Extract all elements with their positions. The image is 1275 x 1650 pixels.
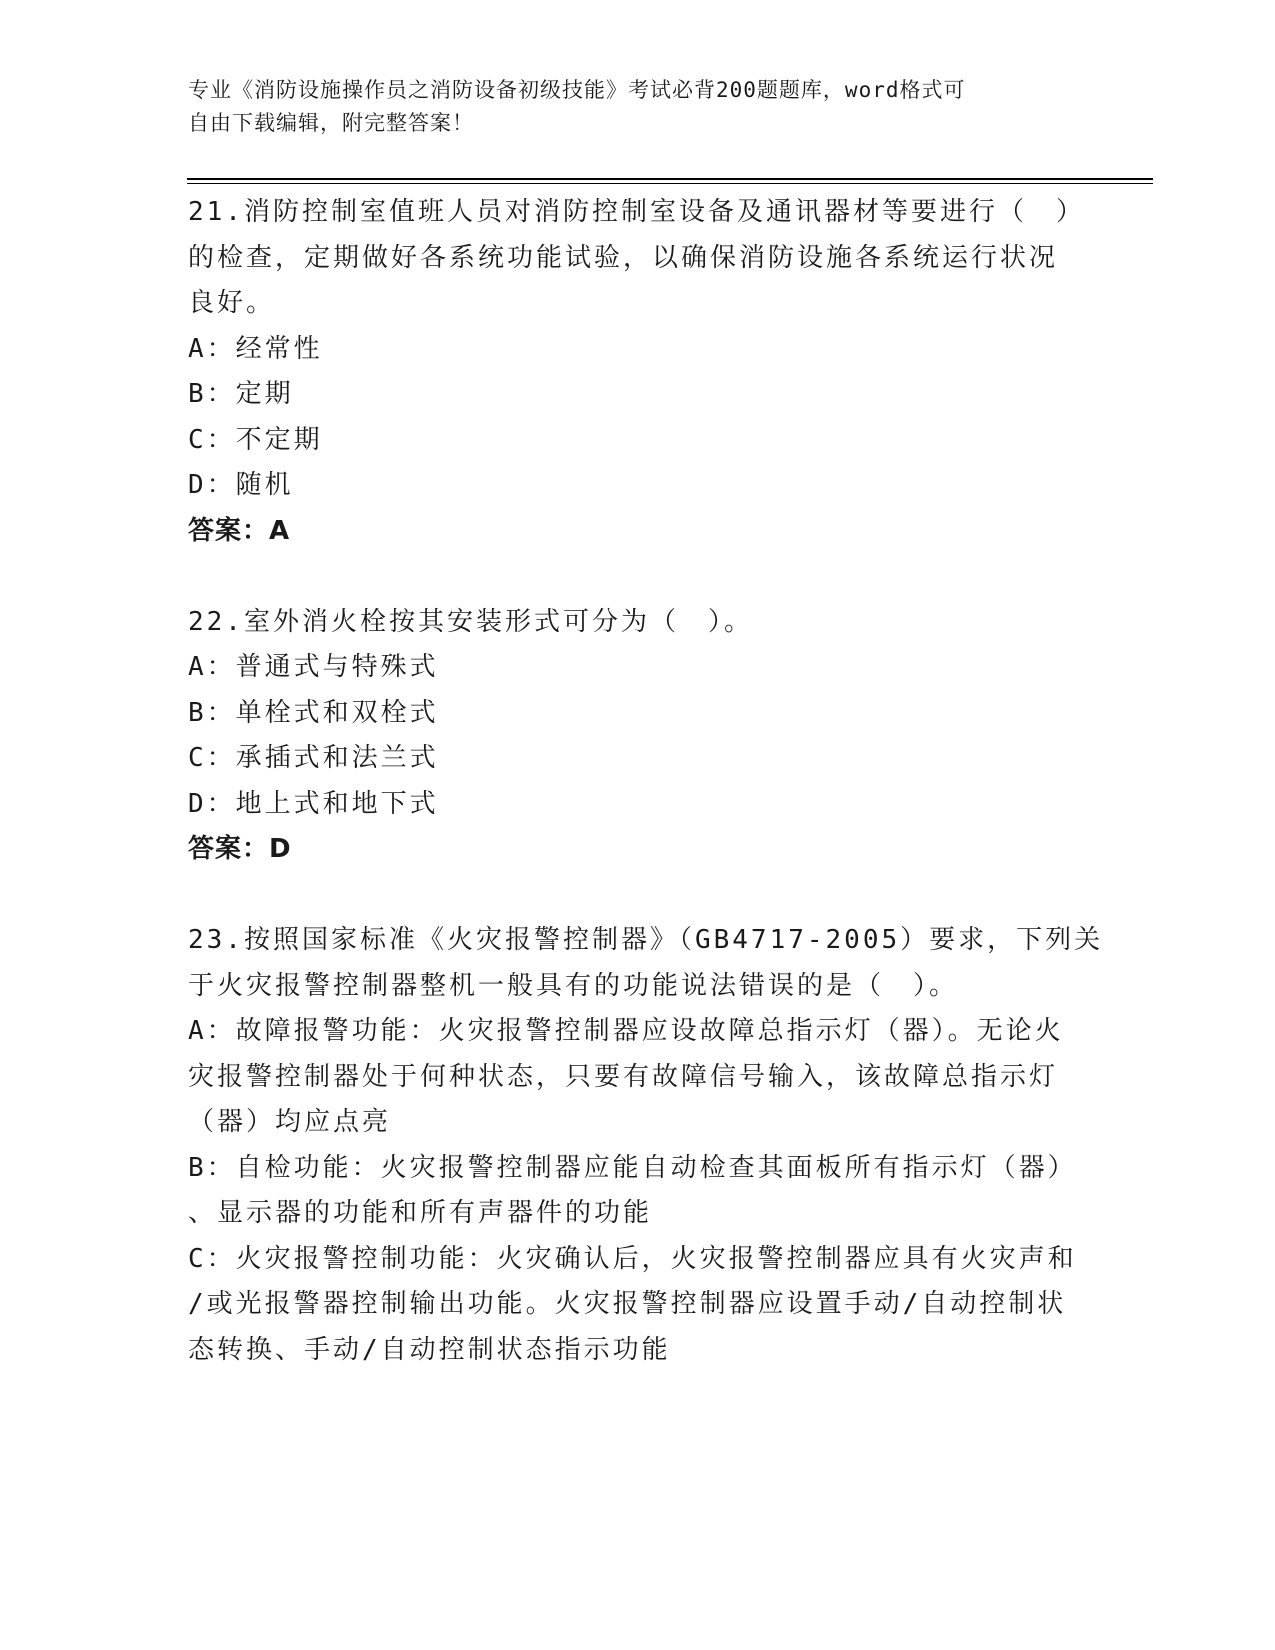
question-stem-line: 22.室外消火栓按其安装形式可分为（ ）。 [188,606,753,637]
header-line: 专业《消防设施操作员之消防设备初级技能》考试必背200题题库，word格式可 [188,78,966,102]
header-divider-thin [187,183,1153,184]
option-c: C：不定期 [188,424,323,455]
option-c: C：承插式和法兰式 [188,743,439,773]
option-c-continued: /或光报警器控制输出功能。火灾报警控制器应设置手动/自动控制状 [188,1289,1067,1319]
question-list [188,190,1104,1373]
option-a-continued: 灾报警控制器处于何种状态，只要有故障信号输入，该故障总指示灯 [188,1061,1059,1092]
question-stem-line: 23.按照国家标准《火灾报警控制器》（GB4717-2005）要求，下列关 [188,925,1104,955]
question-stem-line: 于火灾报警控制器整机一般具有的功能说法错误的是（ ）。 [188,970,959,1001]
answer-label: 答案：A [188,515,291,546]
header-line: 自由下载编辑，附完整答案！ [188,111,474,135]
option-c-continued: 态转换、手动/自动控制状态指示功能 [188,1334,671,1365]
option-b: B：定期 [188,379,294,409]
question-21 [188,190,1088,554]
question-23 [188,918,1104,1373]
option-a-continued: （器）均应点亮 [188,1107,392,1137]
question-22 [188,600,1088,873]
option-b: B：单栓式和双栓式 [188,697,439,728]
option-d: D：随机 [188,470,294,500]
answer-label: 答案：D [188,834,292,864]
option-b: B：自检功能：火灾报警控制器应能自动检查其面板所有指示灯（器） [188,1152,1077,1183]
option-d: D：地上式和地下式 [188,788,439,819]
question-stem-line: 的检查，定期做好各系统功能试验，以确保消防设施各系统运行状况 [188,242,1059,273]
spacer [188,873,1088,919]
spacer [188,554,1088,600]
document-header [188,74,1068,140]
option-a: A：故障报警功能：火灾报警控制器应设故障总指示灯（器）。无论火 [188,1016,1064,1046]
question-stem-line: 良好。 [188,288,276,318]
option-b-continued: 、显示器的功能和所有声器件的功能 [188,1198,653,1228]
option-a: A：普通式与特殊式 [188,652,439,682]
question-stem-line: 21.消防控制室值班人员对消防控制室设备及通讯器材等要进行（ ） [188,197,1085,227]
option-a: A：经常性 [188,333,323,364]
header-divider-thick [187,178,1153,180]
option-c: C：火灾报警控制功能：火灾确认后，火灾报警控制器应具有火灾声和 [188,1243,1077,1274]
